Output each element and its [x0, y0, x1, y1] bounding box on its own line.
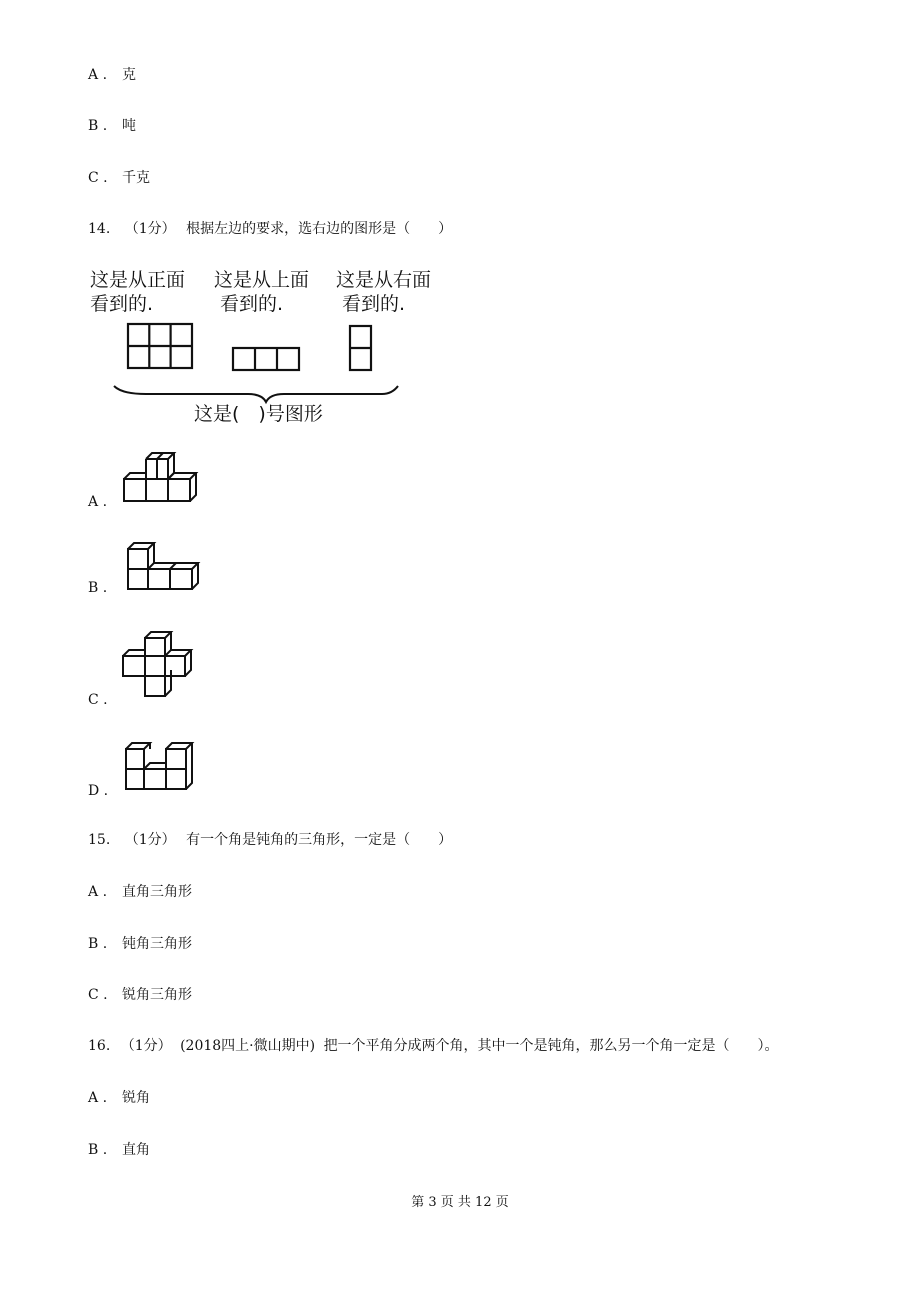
- front-view-label-2: 看到的.: [90, 293, 154, 315]
- figure-caption: 这是( )号图形: [194, 403, 323, 425]
- option-text: 锐角三角形: [122, 987, 192, 1003]
- option-letter: A .: [88, 67, 108, 83]
- q16-option-b: [88, 1141, 150, 1159]
- q15-stem: [88, 831, 452, 849]
- q14-stem: [88, 220, 452, 238]
- option-letter: C .: [88, 170, 108, 186]
- option-text: 吨: [122, 118, 136, 134]
- right-view-label-1: 这是从右面: [336, 269, 432, 291]
- top-view-label-2: 看到的.: [220, 293, 284, 315]
- q16-option-a: [88, 1089, 150, 1107]
- right-view-grid: [350, 326, 371, 370]
- q13-option-a: [88, 66, 136, 84]
- option-text: 千克: [122, 170, 150, 186]
- question-score: （1分）: [120, 1038, 172, 1054]
- option-letter: B .: [88, 118, 108, 134]
- front-view-label-1: 这是从正面: [90, 269, 186, 291]
- option-letter: B .: [88, 1142, 108, 1158]
- question-text: 根据左边的要求，选右边的图形是（ ）: [186, 221, 453, 237]
- q14-option-b-letter: B .: [88, 580, 108, 596]
- question-text: 把一个平角分成两个角，其中一个是钝角，那么另一个角一定是（ ）。: [323, 1038, 779, 1054]
- cube-figure-a-icon: [120, 453, 210, 505]
- q14-option-d-letter: D .: [88, 783, 109, 799]
- option-letter: A .: [88, 1090, 108, 1106]
- option-text: 钝角三角形: [122, 936, 192, 952]
- option-letter: C .: [88, 987, 108, 1003]
- option-text: 直角: [122, 1142, 150, 1158]
- q14-option-a-letter: A .: [88, 494, 108, 510]
- question-number: 15.: [88, 832, 111, 848]
- q15-option-c: [88, 986, 192, 1004]
- cube-figure-b-icon: [124, 543, 204, 593]
- q15-option-b: [88, 935, 192, 953]
- front-view-grid: [128, 324, 192, 368]
- q14-views-figure: [86, 262, 456, 432]
- q16-stem: [88, 1037, 779, 1055]
- question-text: 有一个角是钝角的三角形，一定是（ ）: [186, 832, 453, 848]
- page-footer: 第 3 页 共 12 页: [411, 1195, 509, 1210]
- top-view-label-1: 这是从上面: [214, 269, 310, 291]
- question-score: （1分）: [124, 221, 176, 237]
- option-text: 克: [122, 67, 136, 83]
- question-number: 16.: [88, 1038, 111, 1054]
- question-number: 14.: [88, 221, 111, 237]
- question-source: (2018四上·微山期中): [180, 1038, 316, 1054]
- option-letter: A .: [88, 884, 108, 900]
- question-score: （1分）: [124, 832, 176, 848]
- cube-figure-d-icon: [124, 741, 200, 795]
- q13-option-c: [88, 169, 150, 187]
- right-view-label-2: 看到的.: [342, 293, 406, 315]
- cube-figure-c-icon: [121, 630, 197, 700]
- q15-option-a: [88, 883, 192, 901]
- option-text: 锐角: [122, 1090, 150, 1106]
- option-text: 直角三角形: [122, 884, 192, 900]
- top-view-grid: [233, 348, 299, 370]
- q14-option-c-letter: C .: [88, 692, 108, 708]
- q13-option-b: [88, 117, 136, 135]
- brace-shape: [114, 386, 398, 402]
- option-letter: B .: [88, 936, 108, 952]
